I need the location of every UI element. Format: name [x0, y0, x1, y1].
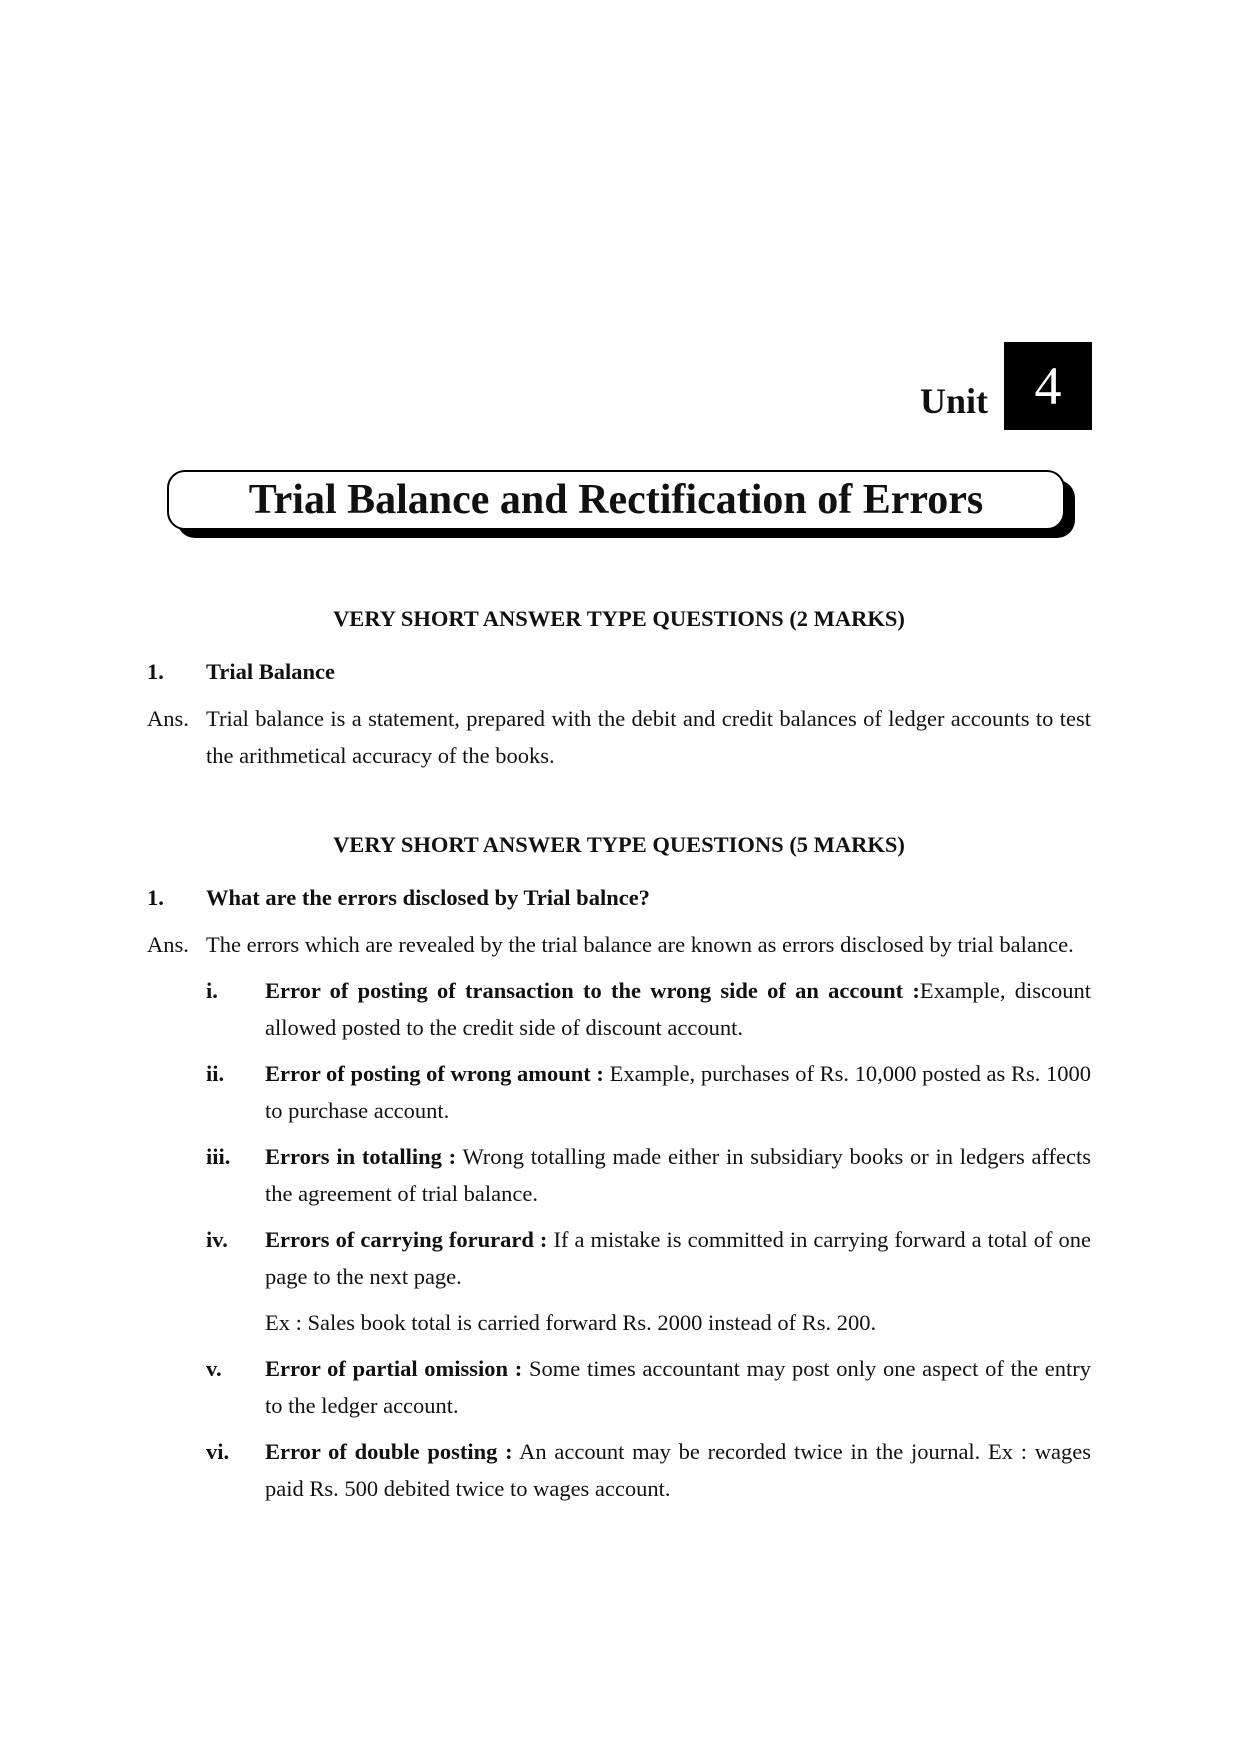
list-item	[206, 1138, 1091, 1212]
unit-label: Unit	[919, 381, 988, 421]
item-term: Error of partial omission :	[265, 1356, 523, 1381]
answer-label: Ans.	[147, 706, 189, 731]
item-term: Error of posting of transaction to the wrong side of an account :	[265, 978, 920, 1003]
question-text: What are the errors disclosed by Trial balnce?	[206, 885, 650, 910]
answer-row	[147, 700, 1091, 774]
list-item	[206, 1055, 1091, 1129]
item-numeral: iv.	[206, 1227, 228, 1252]
item-description: Example, discount allowed posted to the credit side of discount account.	[265, 978, 1091, 1040]
answer-row	[147, 926, 1091, 963]
item-numeral: i.	[206, 978, 218, 1003]
item-description: Wrong totalling made either in subsidiary books or in ledgers affects the agreement of trial balance.	[265, 1144, 1092, 1206]
item-numeral: iii.	[206, 1144, 231, 1169]
item-numeral: v.	[206, 1356, 222, 1381]
answer-text: The errors which are revealed by the trial balance are known as errors disclosed by trial balance.	[206, 932, 1074, 957]
list-item	[206, 1433, 1091, 1507]
page-content	[147, 600, 1091, 1507]
chapter-title: Trial Balance and Rectification of Errors	[167, 470, 1065, 530]
item-term: Errors in totalling :	[265, 1144, 457, 1169]
item-description: Some times accountant may post only one aspect of the entry to the ledger account.	[265, 1356, 1092, 1418]
item-term: Error of posting of wrong amount :	[265, 1061, 604, 1086]
list-item	[206, 1221, 1091, 1295]
item-description: Example, purchases of Rs. 10,000 posted as Rs. 1000 to purchase account.	[265, 1061, 1091, 1123]
item-example: Ex : Sales book total is carried forward Rs. 2000 instead of Rs. 200.	[265, 1310, 877, 1335]
section-heading-5-marks: VERY SHORT ANSWER TYPE QUESTIONS (5 MARKS)	[333, 832, 905, 857]
unit-number: 4	[1004, 342, 1092, 430]
question-number: 1.	[147, 659, 164, 684]
list-item	[206, 1350, 1091, 1424]
chapter-title-frame	[167, 470, 1069, 530]
answer-text: Trial balance is a statement, prepared with the debit and credit balances of ledger accounts to test the arithmetical accuracy of the books.	[206, 706, 1091, 768]
item-term: Errors of carrying forurard :	[265, 1227, 548, 1252]
answer-label: Ans.	[147, 932, 189, 957]
item-numeral: ii.	[206, 1061, 225, 1086]
section-heading-2-marks: VERY SHORT ANSWER TYPE QUESTIONS (2 MARKS)	[333, 606, 905, 631]
item-numeral: vi.	[206, 1439, 230, 1464]
unit-badge	[920, 342, 1092, 430]
item-term: Error of double posting :	[265, 1439, 513, 1464]
list-item	[206, 972, 1091, 1046]
item-description: An account may be recorded twice in the journal. Ex : wages paid Rs. 500 debited twice to wages account.	[265, 1439, 1091, 1501]
question-text: Trial Balance	[206, 659, 335, 684]
question-row	[147, 653, 1091, 690]
question-row	[147, 879, 1091, 916]
error-list	[206, 972, 1091, 1507]
question-number: 1.	[147, 885, 164, 910]
item-description: If a mistake is committed in carrying forward a total of one page to the next page.	[265, 1227, 1091, 1289]
